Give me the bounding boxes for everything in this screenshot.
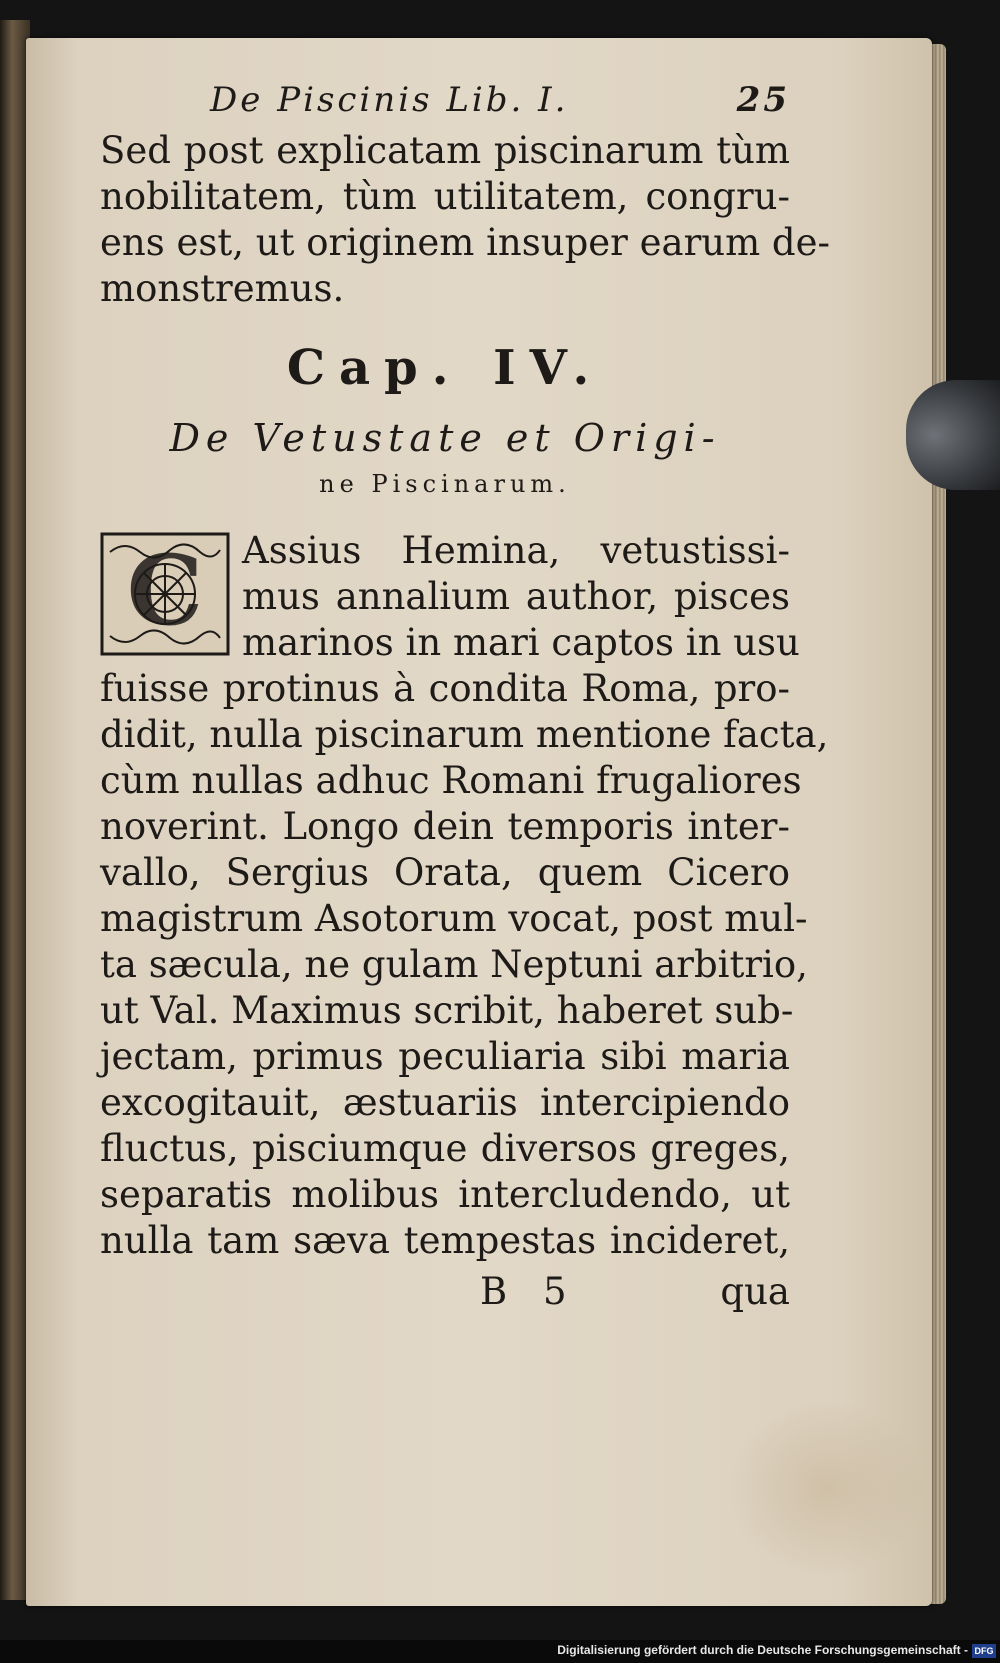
page-number: 25 — [736, 80, 790, 120]
text-line: fluctus, pisciumque diversos greges, — [100, 1127, 790, 1170]
running-head-title: De Piscinis Lib. I. — [210, 80, 569, 120]
ornamental-initial — [100, 532, 230, 656]
text-line: marinos in mari captos in usu — [242, 621, 800, 664]
text-line: ta sæcula, ne gulam Neptuni arbitrio, — [100, 943, 808, 986]
chapter-title-line-1: De Vetustate et Origi- — [169, 416, 721, 460]
text-line: ens est, ut originem insuper earum de- — [100, 221, 831, 264]
text-line: Sed post explicatam piscinarum tùm — [100, 129, 790, 172]
page-text — [100, 80, 831, 1322]
text-line: noverint. Longo dein temporis inter- — [100, 805, 790, 848]
digitization-banner — [0, 1640, 1000, 1663]
running-head — [100, 80, 790, 128]
chapter-heading: Cap. IV. — [286, 340, 604, 396]
text-line: separatis molibus intercludendo, ut — [100, 1173, 790, 1216]
dropcap-letter: C — [126, 534, 204, 647]
page-clip — [906, 380, 1000, 490]
text-line: fuisse protinus à condita Roma, pro- — [100, 667, 790, 710]
text-line: monstremus. — [100, 267, 345, 310]
text-line: jectam, primus peculiaria sibi maria — [100, 1035, 790, 1078]
signature-mark: B 5 — [480, 1270, 579, 1313]
dfg-logo: DFG — [972, 1644, 996, 1658]
text-line: mus annalium author, pisces — [242, 575, 790, 618]
text-line: magistrum Asotorum vocat, post mul- — [100, 897, 808, 940]
text-line: nobilitatem, tùm utilitatem, congru- — [100, 175, 790, 218]
paper-stain — [726, 1398, 926, 1578]
opening-paragraph — [100, 528, 800, 666]
text-line: excogitauit, æstuariis intercipiendo — [100, 1081, 790, 1124]
text-line: Assius Hemina, vetustissi- — [242, 529, 790, 572]
text-line: nulla tam sæva tempestas incideret, — [100, 1219, 790, 1262]
text-line: didit, nulla piscinarum mentione facta, — [100, 713, 829, 756]
text-line: ut Val. Maximus scribit, haberet sub- — [100, 989, 794, 1032]
text-line: cùm nullas adhuc Romani frugaliores — [100, 759, 802, 802]
page-footer-marks — [100, 1270, 790, 1322]
chapter-title-line-2: ne Piscinarum. — [319, 470, 571, 498]
funding-credit: Digitalisierung gefördert durch die Deutsche Forschungsgemeinschaft - — [557, 1643, 968, 1657]
dropcap-text — [242, 528, 800, 666]
text-line: vallo, Sergius Orata, quem Cicero — [100, 851, 790, 894]
catchword: qua — [720, 1270, 790, 1313]
